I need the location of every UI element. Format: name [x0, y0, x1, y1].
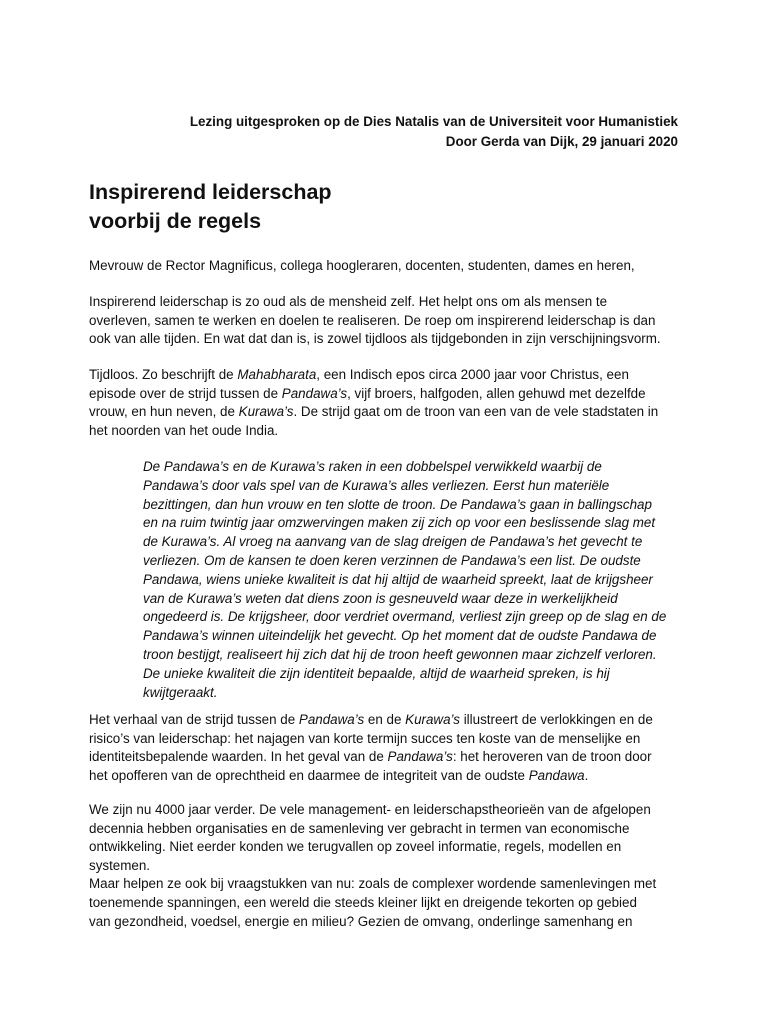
text-run: illustreert de verlokkingen en de: [459, 712, 653, 727]
text-line: overleven, samen te werken en doelen te realiseren. De roep om inspirerend leiderschap is dan: [89, 312, 656, 328]
block-quote-story: [143, 458, 683, 702]
text-run: episode over de strijd tussen de: [89, 385, 282, 401]
text-line: [89, 366, 689, 385]
text-run: en de: [364, 712, 406, 727]
text-line: [89, 748, 689, 767]
quote-line: Pandawa’s door vals spel van de Kurawa’s alles verliezen. Eerst hun materiële: [143, 477, 610, 493]
text-line: [89, 767, 689, 786]
lecture-header: [89, 112, 678, 152]
text-line: [89, 385, 689, 404]
header-line-author-date: Door Gerda van Dijk, 29 januari 2020: [445, 134, 678, 149]
quote-line: kwijtgeraakt.: [143, 684, 218, 700]
header-line-occasion: Lezing uitgesproken op de Dies Natalis van de Universiteit voor Humanistiek: [189, 114, 678, 129]
quote-line: ongedeerd is. De krijgsheer, door verdriet overmand, verliest zijn greep op de slag en de: [143, 609, 667, 625]
text-run: het opofferen van de oprechtheid en daarmee de integriteit van de oudste: [89, 767, 529, 783]
title-line-1: Inspirerend leiderschap: [89, 180, 332, 204]
quote-line: en na ruim twintig jaar omzwervingen maken zij zich op voor een beslissende slag met: [143, 515, 656, 531]
text-line: decennia hebben organisaties en de samenleving ver gebracht in termen van economische: [89, 820, 630, 836]
document-title: [89, 178, 689, 236]
text-line: [89, 403, 689, 422]
text-line: risico’s van leiderschap: het najagen van korte termijn succes ten koste van de menselijke en: [89, 730, 641, 746]
text-run: : het heroveren van de troon door: [452, 749, 652, 765]
italic-term: Pandawa’s: [298, 712, 365, 727]
text-line: van gezondheid, voedsel, energie en milieu? Gezien de omvang, onderlinge samenhang en: [89, 913, 633, 929]
text-line: We zijn nu 4000 jaar verder. De vele management- en leiderschapstheorieën van de afgelopen: [89, 802, 651, 817]
italic-term: Kurawa’s: [238, 404, 294, 420]
text-run: , vijf broers, halfgoden, allen gehuwd met dezelfde: [347, 385, 646, 401]
text-line: toenemende spanningen, een wereld die steeds kleiner lijkt en dreigende tekorten op gebied: [89, 894, 637, 910]
italic-term: Pandawa: [528, 767, 585, 783]
quote-line: De Pandawa’s en de Kurawa’s raken in een dobbelspel verwikkeld waarbij de: [143, 459, 602, 474]
text-run: identiteitsbepalende waarden. In het geval van de: [89, 749, 388, 765]
text-line: Inspirerend leiderschap is zo oud als de mensheid zelf. Het helpt ons om als mensen te: [89, 294, 608, 309]
paragraph-timeless: [89, 366, 689, 440]
italic-term: Pandawa’s: [387, 749, 453, 765]
text-line: ontwikkeling. Niet eerder konden we terugvallen op zoveel informatie, regels, modellen en: [89, 839, 622, 855]
title-line-2: voorbij de regels: [89, 209, 262, 233]
italic-term: Kurawa’s: [405, 712, 460, 727]
text-run: Tijdloos. Zo beschrijft de: [89, 367, 238, 382]
text-run: . De strijd gaat om de troon van een van de vele stadstaten in: [293, 404, 659, 420]
paragraph-story-meaning: [89, 711, 689, 785]
text-run: .: [584, 767, 589, 783]
paragraph-intro: [89, 293, 689, 349]
text-line: systemen.: [89, 857, 151, 873]
quote-line: bezittingen, dan hun vrouw en ten slotte de troon. De Pandawa’s gaan in ballingschap: [143, 496, 652, 512]
quote-line: de Kurawa’s. Al vroeg na aanvang van de slag dreigen de Pandawa’s het gevecht te: [143, 534, 643, 550]
quote-line: van de Kurawa’s weten dat diens zoon is gesneuveld waar deze in werkelijkheid: [143, 590, 618, 606]
quote-line: De unieke kwaliteit die zijn identiteit bepaalde, altijd de waarheid spreken, is hij: [143, 665, 610, 681]
quote-line: Pandawa, wiens unieke kwaliteit is dat hij altijd de waarheid spreekt, laat de krijgsheer: [143, 571, 653, 587]
paragraph-now: [89, 801, 689, 931]
quote-line: Pandawa’s winnen uiteindelijk het gevecht. Op het moment dat de oudste Pandawa de: [143, 628, 657, 644]
text-line: [89, 711, 689, 730]
text-line: het noorden van het oude India.: [89, 422, 279, 438]
text-line: ook van alle tijden. En wat dat dan is, is zowel tijdloos als tijdgebonden in zijn verschijningsvorm.: [89, 331, 661, 347]
salutation: Mevrouw de Rector Magnificus, collega hoogleraren, docenten, studenten, dames en heren,: [89, 258, 635, 273]
text-run: Het verhaal van de strijd tussen de: [89, 712, 299, 727]
text-run: vrouw, en hun neven, de: [89, 404, 239, 420]
quote-line: troon bestijgt, realiseert hij zich dat hij de troon heeft gewonnen maar zichzelf verloren.: [143, 646, 657, 662]
quote-line: verliezen. Om de kansen te doen keren verzinnen de Pandawa’s een list. De oudste: [143, 552, 641, 568]
italic-term: Mahabharata: [237, 367, 317, 382]
italic-term: Pandawa’s: [281, 385, 348, 401]
text-run: , een Indisch epos circa 2000 jaar voor Christus, een: [316, 367, 629, 382]
text-line: Maar helpen ze ook bij vraagstukken van nu: zoals de complexer wordende samenlevingen met: [89, 876, 657, 892]
